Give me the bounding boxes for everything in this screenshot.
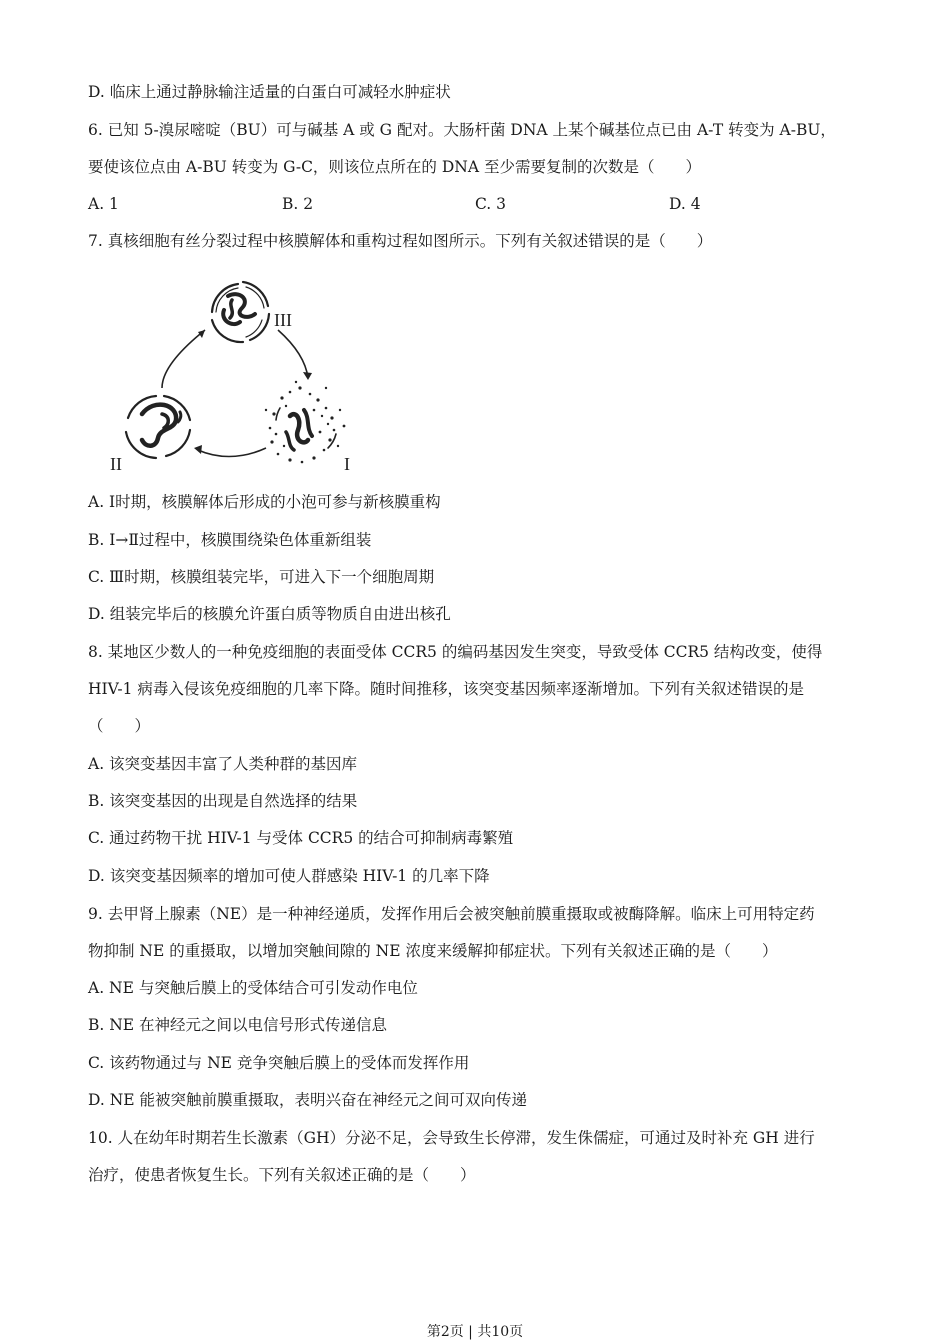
q10-stem-line1: 10. 人在幼年时期若生长激素（GH）分泌不足，会导致生长停滞，发生侏儒症，可通过及时补充 GH 进行: [88, 1129, 815, 1147]
q8-stem-line3: （ ）: [88, 717, 151, 735]
q6-option-a: A. 1: [88, 195, 119, 213]
q8-option-a: A. 该突变基因丰富了人类种群的基因库: [88, 755, 358, 773]
q6-option-c: C. 3: [475, 195, 507, 213]
q6-option-d: D. 4: [669, 195, 701, 213]
q8-option-c: C. 通过药物干扰 HIV-1 与受体 CCR5 的结合可抑制病毒繁殖: [88, 829, 514, 847]
q8-option-b: B. 该突变基因的出现是自然选择的结果: [88, 792, 358, 810]
q7-option-d: D. 组装完毕后的核膜允许蛋白质等物质自由进出核孔: [88, 605, 451, 623]
q8-option-d: D. 该突变基因频率的增加可使人群感染 HIV-1 的几率下降: [88, 867, 490, 885]
nuclear-envelope-cycle-figure: [100, 270, 370, 480]
q9-option-b: B. NE 在神经元之间以电信号形式传递信息: [88, 1016, 388, 1034]
q8-stem-line1: 8. 某地区少数人的一种免疫细胞的表面受体 CCR5 的编码基因发生突变，导致受体 CCR5 结构改变，使得: [88, 643, 823, 661]
q9-option-c: C. 该药物通过与 NE 竞争突触后膜上的受体而发挥作用: [88, 1054, 470, 1072]
figure-label-i: I: [344, 454, 350, 474]
q9-option-d: D. NE 能被突触前膜重摄取，表明兴奋在神经元之间可双向传递: [88, 1091, 528, 1109]
q9-stem-line2: 物抑制 NE 的重摄取，以增加突触间隙的 NE 浓度来缓解抑郁症状。下列有关叙述正确的是（ ）: [88, 942, 778, 960]
q6-stem-line2: 要使该位点由 A-BU 转变为 G-C，则该位点所在的 DNA 至少需要复制的次数是（ ）: [88, 158, 701, 176]
q7-option-b: B. Ⅰ→Ⅱ过程中，核膜围绕染色体重新组装: [88, 531, 372, 549]
q7-option-c: C. Ⅲ时期，核膜组装完毕，可进入下一个细胞周期: [88, 568, 435, 586]
figure-label-iii: III: [274, 310, 292, 330]
q8-stem-line2: HIV-1 病毒入侵该免疫细胞的几率下降。随时间推移，该突变基因频率逐渐增加。下列有关叙述错误的是: [88, 680, 804, 698]
q6-option-b: B. 2: [282, 195, 314, 213]
q7-option-a: A. Ⅰ时期，核膜解体后形成的小泡可参与新核膜重构: [88, 493, 441, 511]
figure-label-ii: II: [110, 454, 122, 474]
q10-stem-line2: 治疗，使患者恢复生长。下列有关叙述正确的是（ ）: [88, 1166, 476, 1184]
page-footer: 第2页 | 共10页: [426, 1324, 524, 1340]
q6-stem-line1: 6. 已知 5-溴尿嘧啶（BU）可与碱基 A 或 G 配对。大肠杆菌 DNA 上某个碱基位点已由 A-T 转变为 A-BU，: [88, 121, 836, 139]
q5-option-d: D. 临床上通过静脉输注适量的白蛋白可减轻水肿症状: [88, 83, 451, 101]
q7-stem: 7. 真核细胞有丝分裂过程中核膜解体和重构过程如图所示。下列有关叙述错误的是（ ）: [88, 232, 713, 250]
q9-option-a: A. NE 与突触后膜上的受体结合可引发动作电位: [88, 979, 418, 997]
q9-stem-line1: 9. 去甲肾上腺素（NE）是一种神经递质，发挥作用后会被突触前膜重摄取或被酶降解。临床上可用特定药: [88, 905, 815, 923]
